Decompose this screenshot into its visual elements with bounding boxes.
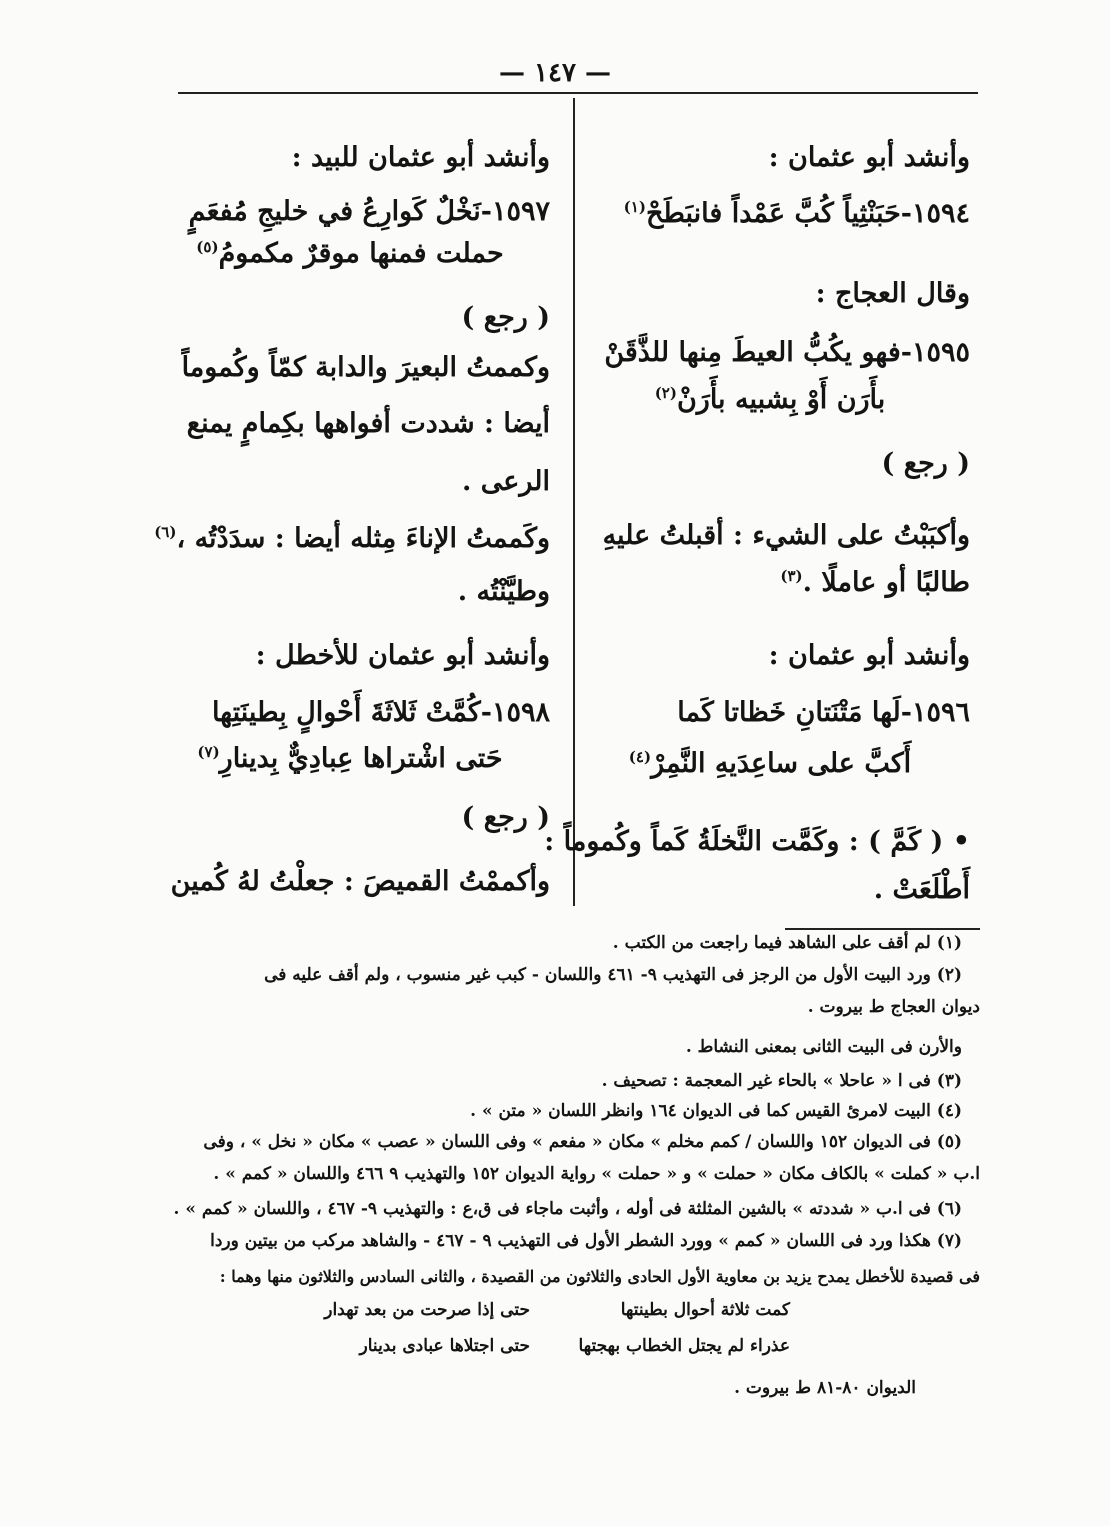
left-line-7: الرعى .: [461, 466, 550, 497]
verse-1595-second: [570, 384, 970, 415]
footnote-7-cont: فى قصيدة للأخطل يمدح يزيد بن معاوية الأول الحادى والثلاثون من القصيدة ، والثانى السادس والثلاثون منها وهما :: [219, 1267, 980, 1286]
verse-1595-second-text: بأَرَن أَوْ بِشبيه بأَرَنْ: [676, 384, 886, 415]
left-line-8: [150, 523, 550, 554]
verse-1596: ١٥٩٦-لَها مَتْنَتانِ خَظاتا كَما: [677, 697, 970, 728]
verse-1598-second: [150, 743, 550, 774]
footnote-ref-7: (٧): [197, 743, 220, 761]
left-line-14: وأكممْتُ القميصَ : جعلْتُ لهُ كُمين: [170, 866, 550, 897]
page-number: — ١٤٧ —: [498, 58, 612, 88]
verse-1594: [570, 198, 970, 229]
poem-line-1a: كمت ثلاثة أحوال بطينتها: [620, 1300, 790, 1320]
footnote-2-note: والأرن فى البيت الثانى بمعنى النشاط .: [685, 1037, 962, 1057]
footnote-ref-2: (٢): [654, 384, 677, 402]
entry-kamma: • ( كَمَّ ) : وكَمَّت النَّخلَةُ كَماً وكُموماً :: [544, 826, 970, 857]
left-line-8-text: وكَممتُ الإناءَ مِثله أيضا : سدَدْتُه ،: [176, 523, 550, 554]
right-line-8: [570, 567, 970, 598]
footnote-6: (٦) فى ا.ب « شددته » بالشين المثلثة فى أوله ، وأثبت ماجاء فى ق،ع : والتهذيب ٩- ٤٦٧ ، واللسان « كمم » .: [173, 1199, 962, 1219]
footnote-2-cont: ديوان العجاج ط بيروت .: [807, 997, 980, 1017]
verse-1597-second-text: حملت فمنها موقرٌ مكمومُ: [218, 238, 504, 269]
footnote-ref-3: (٣): [780, 567, 803, 585]
footnote-2: (٢) ورد البيت الأول من الرجز فى التهذيب ٩- ٤٦١ واللسان - كبب غير منسوب ، ولم أقف عليه فى: [264, 965, 962, 985]
footnote-1: (١) لم أقف على الشاهد فيما راجعت من الكتب .: [612, 933, 962, 953]
right-line-3: وقال العجاج :: [815, 278, 970, 309]
poem-line-2b: حتى اجتلاها عبادى بدينار: [359, 1336, 530, 1356]
verse-1598: ١٥٩٨-كُمَّتْ ثَلاثَةَ أَحْوالٍ بِطينَتِها: [211, 697, 550, 728]
left-line-5: وكممتُ البعيرَ والدابة كمّاً وكُموماً: [181, 352, 550, 383]
footnote-rule: [785, 928, 980, 930]
left-line-10: وأنشد أبو عثمان للأخطل :: [255, 640, 550, 671]
rajaz-label-left-1: ( رجع ): [461, 302, 550, 333]
poem-source: الديوان ٨٠-٨١ ط بيروت .: [734, 1378, 916, 1398]
rajaz-label-left-2: ( رجع ): [461, 802, 550, 833]
footnote-5-cont: ا.ب « كملت » بالكاف مكان « حملت » و « حملت » رواية الديوان ١٥٢ والتهذيب ٩ ٤٦٦ واللسان « كمم » .: [213, 1164, 980, 1184]
left-line-9: وطيَّنْتُه .: [457, 576, 550, 607]
footnote-4: (٤) البيت لامرئ القيس كما فى الديوان ١٦٤ وانظر اللسان « متن » .: [470, 1101, 962, 1121]
footnote-7: (٧) هكذا ورد فى اللسان « كمم » وورد الشطر الأول فى التهذيب ٩ - ٤٦٧ - والشاهد مركب من بيتين وردا: [210, 1231, 962, 1251]
left-line-6: أيضا : شددت أفواهها بكِمامٍ يمنع: [186, 408, 550, 439]
verse-1597-second: [150, 238, 550, 269]
verse-1594-text: ١٥٩٤-حَبَنْثِياً كُبَّ عَمْداً فانبَطَحْ: [645, 198, 970, 229]
verse-1596-second-text: أَكبَّ على ساعِدَيهِ النَّمِرْ: [651, 748, 912, 779]
right-line-8-text: طالبًا أو عاملًا .: [802, 567, 970, 598]
right-line-13: أَطْلَعَتْ .: [873, 874, 970, 905]
verse-1597: ١٥٩٧-نَخْلٌ كَوارِعُ في خليجِ مُفعَمٍ: [188, 196, 550, 227]
right-line-7: وأكبَبْتُ على الشيء : أقبلتُ عليهِ: [602, 520, 970, 551]
verse-1596-second: [570, 748, 970, 779]
footnote-ref-6: (٦): [154, 523, 177, 541]
footnote-ref-4: (٤): [628, 748, 652, 766]
poem-line-2a: عذراء لم يجتل الخطاب بهجتها: [578, 1336, 790, 1356]
header-rule: [178, 92, 978, 94]
footnote-3: (٣) فى ا « عاحلا » بالحاء غير المعجمة : تصحيف .: [601, 1071, 962, 1091]
right-line-1: وأنشد أبو عثمان :: [768, 142, 970, 173]
verse-1595: ١٥٩٥-فهو يكُبُّ العيطَ مِنها للذَّقَنْ: [604, 337, 970, 368]
left-line-1: وأنشد أبو عثمان للبيد :: [291, 142, 550, 173]
footnote-5: (٥) فى الديوان ١٥٢ واللسان / كمم مخلم » مكان « مفعم » وفى اللسان « عصب » مكان « نخل » ، وفى: [203, 1132, 962, 1152]
rajaz-label-right: ( رجع ): [881, 448, 970, 479]
footnote-ref-1: (١): [623, 198, 646, 216]
verse-1598-second-text: حَتى اشْتراها عِبادِيٌّ بِدينارِ: [219, 743, 503, 774]
right-line-9: وأنشد أبو عثمان :: [768, 640, 970, 671]
poem-line-1b: حتى إذا صرحت من بعد تهدار: [324, 1300, 530, 1320]
footnote-ref-5: (٥): [196, 238, 219, 256]
